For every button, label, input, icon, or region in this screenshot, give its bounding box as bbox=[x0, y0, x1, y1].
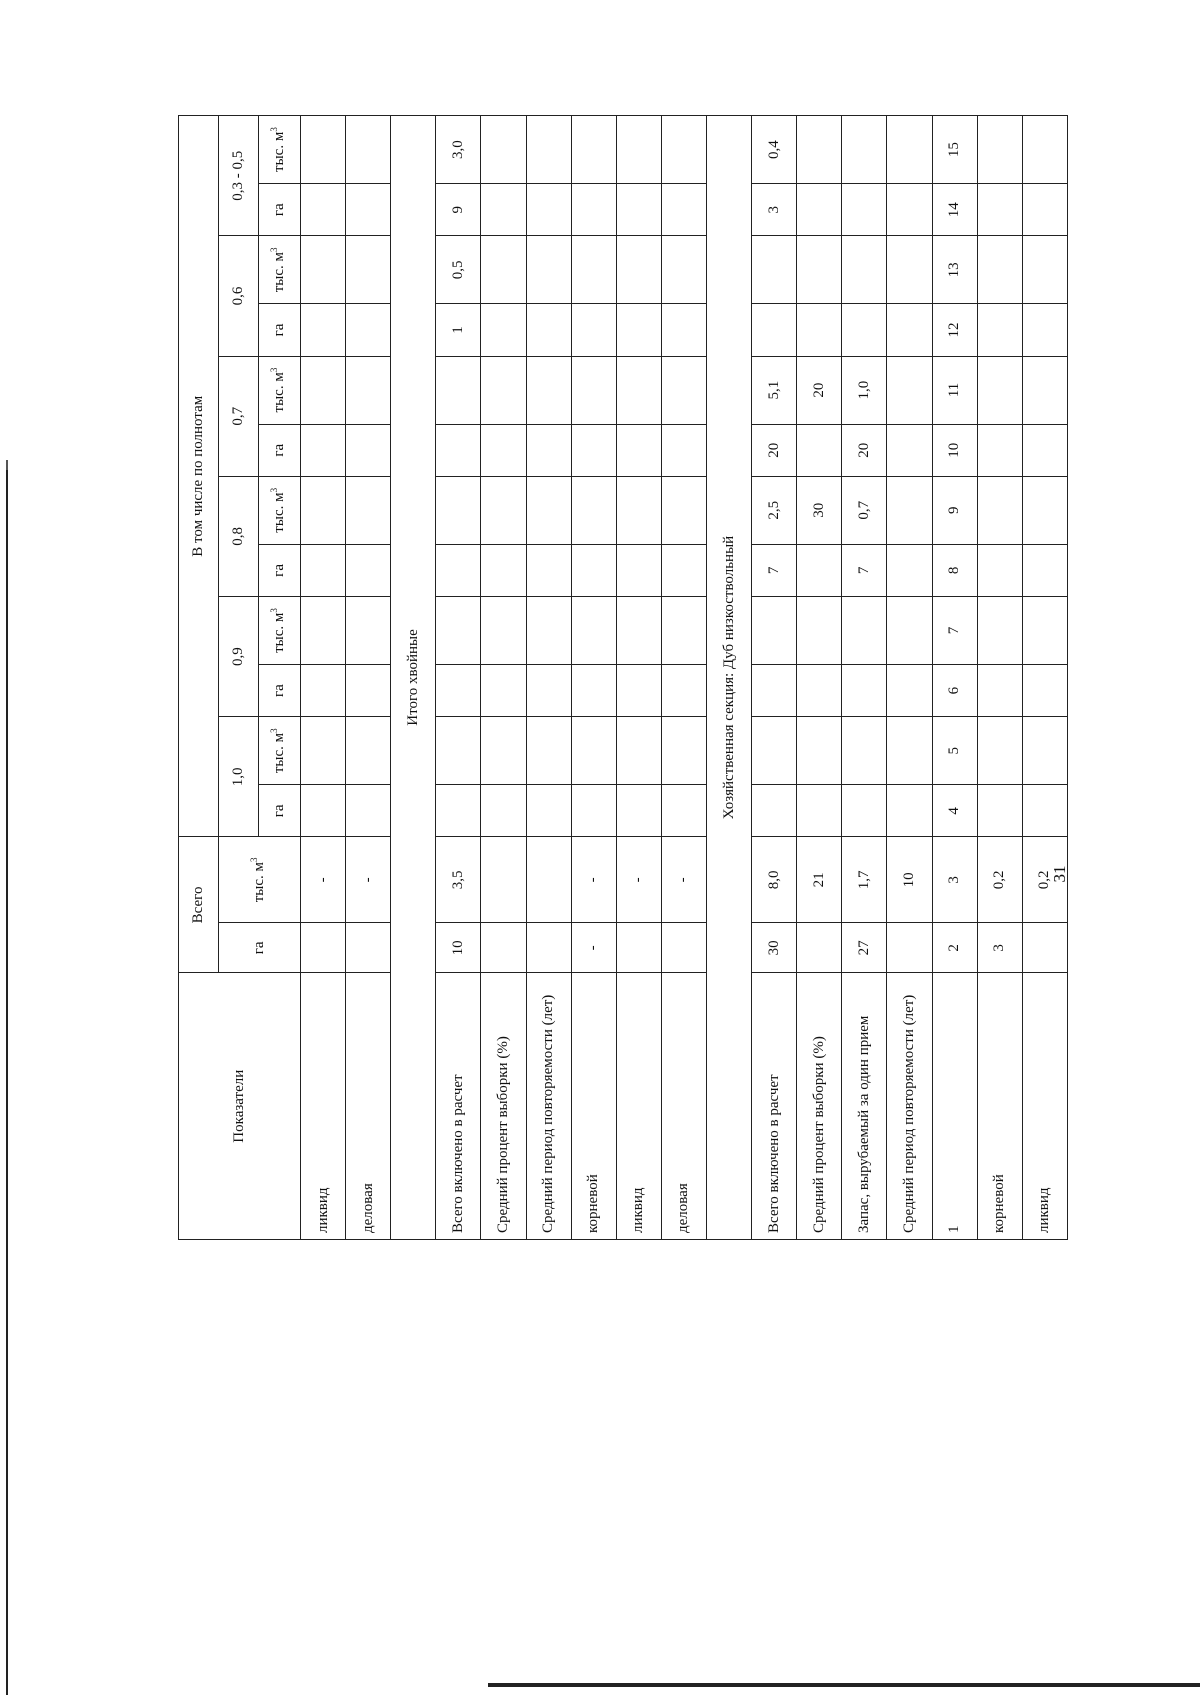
table-cell bbox=[571, 304, 616, 356]
table-cell: 30 bbox=[797, 476, 842, 544]
unit-ha: га bbox=[259, 424, 301, 476]
row-label: 1 bbox=[932, 973, 977, 1240]
row-label: Средний процент выборки (%) bbox=[797, 973, 842, 1240]
table-cell bbox=[436, 356, 481, 424]
unit-ha: га bbox=[259, 664, 301, 716]
table-cell bbox=[661, 785, 706, 837]
table-cell bbox=[842, 304, 887, 356]
table-cell bbox=[481, 304, 526, 356]
table-cell: 1 bbox=[436, 304, 481, 356]
table-row bbox=[842, 116, 887, 1240]
unit-ha: га bbox=[259, 544, 301, 596]
table-cell bbox=[526, 476, 571, 544]
table-cell bbox=[887, 476, 932, 544]
table-cell bbox=[346, 717, 391, 785]
header-indicators: Показатели bbox=[179, 973, 301, 1240]
table-cell: 3 bbox=[752, 184, 797, 236]
table-row bbox=[526, 116, 571, 1240]
table-cell bbox=[977, 476, 1022, 544]
table-row bbox=[346, 116, 391, 1240]
table-cell bbox=[616, 356, 661, 424]
table-cell: 0,5 bbox=[436, 236, 481, 304]
table-cell bbox=[661, 116, 706, 184]
table-cell bbox=[1022, 356, 1067, 424]
table-cell bbox=[346, 184, 391, 236]
table-cell bbox=[1022, 664, 1067, 716]
table-cell bbox=[346, 304, 391, 356]
table-cell bbox=[481, 116, 526, 184]
table-cell bbox=[346, 356, 391, 424]
table-cell bbox=[1022, 184, 1067, 236]
table-cell bbox=[481, 476, 526, 544]
row-label: Запас, вырубаемый за один прием bbox=[842, 973, 887, 1240]
table-cell bbox=[661, 476, 706, 544]
unit-ha: га bbox=[259, 304, 301, 356]
table-cell bbox=[481, 923, 526, 973]
table-cell bbox=[436, 717, 481, 785]
table-row bbox=[887, 116, 932, 1240]
table-cell bbox=[616, 184, 661, 236]
unit-ha: га bbox=[219, 923, 301, 973]
row-label: корневой bbox=[571, 973, 616, 1240]
table-cell bbox=[661, 717, 706, 785]
table-row bbox=[661, 116, 706, 1240]
table-cell: 0,7 bbox=[842, 476, 887, 544]
scan-edge-bottom bbox=[488, 1683, 1200, 1687]
unit-volume-text: тыс. м bbox=[271, 732, 287, 774]
table-cell: - bbox=[661, 837, 706, 923]
table-row bbox=[301, 116, 346, 1240]
table-cell bbox=[887, 717, 932, 785]
table-cell: 0,2 bbox=[977, 837, 1022, 923]
table-cell bbox=[526, 544, 571, 596]
table-cell: 21 bbox=[797, 837, 842, 923]
table-cell bbox=[526, 837, 571, 923]
section-row bbox=[706, 116, 751, 1240]
table-row bbox=[797, 116, 842, 1240]
table-cell: 4 bbox=[932, 785, 977, 837]
table-cell bbox=[616, 664, 661, 716]
table-cell bbox=[842, 236, 887, 304]
table-cell bbox=[481, 184, 526, 236]
table-cell bbox=[436, 785, 481, 837]
table-cell bbox=[436, 544, 481, 596]
table-cell bbox=[301, 785, 346, 837]
table-cell bbox=[301, 664, 346, 716]
table-cell bbox=[346, 236, 391, 304]
table-cell bbox=[661, 304, 706, 356]
table-cell bbox=[571, 116, 616, 184]
table-cell bbox=[661, 544, 706, 596]
table-cell: 11 bbox=[932, 356, 977, 424]
table-cell bbox=[481, 236, 526, 304]
table-cell bbox=[346, 664, 391, 716]
table-cell bbox=[661, 664, 706, 716]
table-cell: 9 bbox=[932, 476, 977, 544]
table-cell: 30 bbox=[752, 923, 797, 973]
density-header: 0,7 bbox=[219, 356, 259, 476]
table-cell bbox=[616, 923, 661, 973]
table-cell bbox=[797, 923, 842, 973]
table-cell bbox=[481, 424, 526, 476]
table-cell bbox=[887, 664, 932, 716]
table-cell bbox=[301, 597, 346, 665]
table-cell: 1,0 bbox=[842, 356, 887, 424]
row-label: деловая bbox=[346, 973, 391, 1240]
table-cell bbox=[977, 304, 1022, 356]
table-row bbox=[481, 116, 526, 1240]
table-cell bbox=[346, 597, 391, 665]
table-cell bbox=[616, 597, 661, 665]
density-header: 0,8 bbox=[219, 476, 259, 596]
density-header: 1,0 bbox=[219, 717, 259, 837]
table-cell bbox=[301, 476, 346, 544]
unit-volume-text: тыс. м bbox=[251, 861, 267, 903]
table-row bbox=[436, 116, 481, 1240]
table-cell bbox=[797, 304, 842, 356]
row-label: ликвид bbox=[1022, 973, 1067, 1240]
table-cell: 5 bbox=[932, 717, 977, 785]
unit-volume-sup: 3 bbox=[269, 728, 279, 733]
table-cell bbox=[797, 116, 842, 184]
table-row bbox=[977, 116, 1022, 1240]
table-cell bbox=[1022, 116, 1067, 184]
table-cell bbox=[977, 116, 1022, 184]
table-cell bbox=[346, 476, 391, 544]
unit-volume bbox=[219, 837, 301, 923]
table-cell bbox=[797, 184, 842, 236]
unit-volume-sup: 3 bbox=[269, 487, 279, 493]
table-cell bbox=[752, 236, 797, 304]
table-cell bbox=[752, 664, 797, 716]
table-cell bbox=[797, 717, 842, 785]
header-total: Всего bbox=[179, 837, 219, 973]
table-row bbox=[616, 116, 661, 1240]
density-header: 0,9 bbox=[219, 597, 259, 717]
unit-volume bbox=[259, 597, 301, 665]
table-cell bbox=[571, 184, 616, 236]
table-cell: 2 bbox=[932, 923, 977, 973]
table-cell bbox=[571, 597, 616, 665]
unit-volume-text: тыс. м bbox=[271, 492, 287, 533]
table-cell bbox=[977, 424, 1022, 476]
unit-volume bbox=[259, 236, 301, 304]
table-cell bbox=[977, 356, 1022, 424]
table-cell: 7 bbox=[842, 544, 887, 596]
table-cell bbox=[526, 356, 571, 424]
table-cell bbox=[571, 717, 616, 785]
unit-volume-text: тыс. м bbox=[271, 131, 287, 172]
table-cell bbox=[977, 717, 1022, 785]
row-label: ликвид bbox=[301, 973, 346, 1240]
table-cell bbox=[526, 116, 571, 184]
table-cell: 0,2 bbox=[1022, 837, 1067, 923]
forest-density-table bbox=[178, 115, 1068, 1240]
table-row bbox=[1022, 116, 1067, 1240]
table-cell bbox=[301, 717, 346, 785]
table-cell bbox=[436, 597, 481, 665]
table-cell bbox=[887, 785, 932, 837]
table-cell bbox=[842, 116, 887, 184]
table-cell bbox=[842, 717, 887, 785]
table-cell bbox=[752, 717, 797, 785]
table-cell bbox=[887, 544, 932, 596]
table-cell bbox=[436, 476, 481, 544]
table-cell: 9 bbox=[436, 184, 481, 236]
table-cell bbox=[661, 923, 706, 973]
table-cell bbox=[481, 837, 526, 923]
row-label: Всего включено в расчет bbox=[752, 973, 797, 1240]
table-cell bbox=[752, 304, 797, 356]
table-cell bbox=[1022, 597, 1067, 665]
section-row bbox=[391, 116, 436, 1240]
table-cell: 20 bbox=[752, 424, 797, 476]
row-label: Средний процент выборки (%) bbox=[481, 973, 526, 1240]
table-cell bbox=[797, 785, 842, 837]
table-cell bbox=[977, 544, 1022, 596]
table-cell bbox=[526, 923, 571, 973]
table-cell: 3 bbox=[977, 923, 1022, 973]
table-cell bbox=[481, 356, 526, 424]
table-cell bbox=[616, 116, 661, 184]
unit-volume-sup: 3 bbox=[269, 608, 279, 613]
table-cell bbox=[887, 184, 932, 236]
unit-volume-sup: 3 bbox=[269, 127, 279, 132]
table-cell bbox=[481, 664, 526, 716]
row-label: корневой bbox=[977, 973, 1022, 1240]
table-cell bbox=[571, 424, 616, 476]
table-cell bbox=[1022, 304, 1067, 356]
table-cell: 5,1 bbox=[752, 356, 797, 424]
table-cell bbox=[526, 664, 571, 716]
unit-volume bbox=[259, 116, 301, 184]
table-cell bbox=[842, 785, 887, 837]
table-cell bbox=[1022, 424, 1067, 476]
table-row bbox=[571, 116, 616, 1240]
unit-volume-text: тыс. м bbox=[271, 251, 287, 293]
table-cell bbox=[661, 236, 706, 304]
table-cell bbox=[616, 304, 661, 356]
table-cell bbox=[842, 597, 887, 665]
table-cell bbox=[1022, 476, 1067, 544]
table-cell bbox=[571, 356, 616, 424]
unit-ha: га bbox=[259, 184, 301, 236]
table-cell bbox=[887, 116, 932, 184]
row-label: Всего включено в расчет bbox=[436, 973, 481, 1240]
table-cell: 12 bbox=[932, 304, 977, 356]
table-cell bbox=[661, 184, 706, 236]
table-cell bbox=[661, 424, 706, 476]
table-cell: 15 bbox=[932, 116, 977, 184]
table-cell bbox=[571, 785, 616, 837]
table-cell bbox=[842, 184, 887, 236]
table-cell bbox=[616, 476, 661, 544]
table-cell bbox=[526, 304, 571, 356]
table-cell bbox=[1022, 717, 1067, 785]
table-cell: 13 bbox=[932, 236, 977, 304]
table-cell bbox=[526, 184, 571, 236]
density-header: 0,6 bbox=[219, 236, 259, 356]
table-cell: 7 bbox=[752, 544, 797, 596]
table-cell: 8 bbox=[932, 544, 977, 596]
table-cell bbox=[887, 304, 932, 356]
unit-ha: га bbox=[259, 785, 301, 837]
table-cell bbox=[526, 236, 571, 304]
table-cell: - bbox=[571, 837, 616, 923]
table-cell bbox=[977, 597, 1022, 665]
table-cell: - bbox=[616, 837, 661, 923]
table-cell bbox=[346, 116, 391, 184]
section-title: Итого хвойные bbox=[391, 116, 436, 1240]
row-label: ликвид bbox=[616, 973, 661, 1240]
unit-volume bbox=[259, 717, 301, 785]
table-cell bbox=[887, 597, 932, 665]
table-cell: 7 bbox=[932, 597, 977, 665]
table-cell bbox=[1022, 923, 1067, 973]
table-cell bbox=[752, 597, 797, 665]
table-cell: 10 bbox=[436, 923, 481, 973]
table-cell bbox=[571, 476, 616, 544]
table-cell bbox=[887, 236, 932, 304]
table-cell: 8,0 bbox=[752, 837, 797, 923]
table-cell bbox=[797, 597, 842, 665]
row-label: Средний период повторяемости (лет) bbox=[887, 973, 932, 1240]
unit-volume-text: тыс. м bbox=[271, 612, 287, 653]
table-cell bbox=[797, 664, 842, 716]
unit-volume-sup: 3 bbox=[249, 857, 259, 862]
unit-volume bbox=[259, 356, 301, 424]
table-cell bbox=[301, 356, 346, 424]
table-cell bbox=[616, 236, 661, 304]
table-cell: - bbox=[301, 837, 346, 923]
table-cell bbox=[887, 424, 932, 476]
table-cell: - bbox=[571, 923, 616, 973]
table-cell bbox=[301, 184, 346, 236]
table-cell bbox=[436, 424, 481, 476]
table-cell: 20 bbox=[842, 424, 887, 476]
table-cell bbox=[661, 597, 706, 665]
table-cell bbox=[481, 785, 526, 837]
table-cell: 3 bbox=[932, 837, 977, 923]
table-cell bbox=[526, 424, 571, 476]
table-cell: 6 bbox=[932, 664, 977, 716]
table-cell: 0,4 bbox=[752, 116, 797, 184]
table-cell bbox=[977, 236, 1022, 304]
page-number: 31 bbox=[1050, 865, 1069, 883]
table-cell: 10 bbox=[887, 837, 932, 923]
table-cell: 10 bbox=[932, 424, 977, 476]
table-cell bbox=[1022, 236, 1067, 304]
table-cell bbox=[752, 785, 797, 837]
table-cell bbox=[616, 717, 661, 785]
table-cell bbox=[481, 717, 526, 785]
table-cell bbox=[301, 544, 346, 596]
rotated-table-wrapper bbox=[178, 115, 1068, 1240]
table-cell bbox=[481, 544, 526, 596]
table-cell bbox=[887, 923, 932, 973]
table-cell bbox=[616, 544, 661, 596]
table-cell bbox=[481, 597, 526, 665]
table-cell bbox=[346, 923, 391, 973]
section-title: Хозяйственная секция: Дуб низкоствольный bbox=[706, 116, 751, 1240]
table-cell bbox=[436, 664, 481, 716]
table-cell bbox=[1022, 785, 1067, 837]
table-cell bbox=[301, 424, 346, 476]
table-cell bbox=[571, 664, 616, 716]
unit-volume-sup: 3 bbox=[269, 247, 279, 252]
density-header: 0,3 - 0,5 bbox=[219, 116, 259, 236]
table-cell bbox=[797, 236, 842, 304]
table-cell bbox=[301, 116, 346, 184]
row-label: деловая bbox=[661, 973, 706, 1240]
table-cell bbox=[301, 923, 346, 973]
table-cell: 14 bbox=[932, 184, 977, 236]
table-cell bbox=[616, 424, 661, 476]
table-cell bbox=[301, 304, 346, 356]
table-cell bbox=[526, 597, 571, 665]
table-cell: 3,0 bbox=[436, 116, 481, 184]
table-cell bbox=[346, 785, 391, 837]
table-cell: 2,5 bbox=[752, 476, 797, 544]
table-cell bbox=[1022, 544, 1067, 596]
table-cell bbox=[346, 544, 391, 596]
table-cell: 27 bbox=[842, 923, 887, 973]
unit-volume-text: тыс. м bbox=[271, 372, 287, 413]
unit-volume-sup: 3 bbox=[269, 367, 279, 373]
table-cell bbox=[797, 544, 842, 596]
table-cell bbox=[346, 424, 391, 476]
table-cell bbox=[526, 785, 571, 837]
table-cell: 1,7 bbox=[842, 837, 887, 923]
row-label: Средний период повторяемости (лет) bbox=[526, 973, 571, 1240]
table-cell: 3,5 bbox=[436, 837, 481, 923]
table-cell bbox=[977, 664, 1022, 716]
table-cell bbox=[571, 544, 616, 596]
scan-edge-left bbox=[6, 470, 8, 1695]
table-cell bbox=[977, 184, 1022, 236]
header-by-density: В том числе по полнотам bbox=[179, 116, 219, 837]
table-cell bbox=[526, 717, 571, 785]
table-cell bbox=[797, 424, 842, 476]
table-cell: - bbox=[346, 837, 391, 923]
table-cell bbox=[571, 236, 616, 304]
table-cell bbox=[301, 236, 346, 304]
table-row bbox=[932, 116, 977, 1240]
table-cell bbox=[887, 356, 932, 424]
table-cell bbox=[977, 785, 1022, 837]
table-row bbox=[752, 116, 797, 1240]
table-cell bbox=[842, 664, 887, 716]
table-cell bbox=[616, 785, 661, 837]
unit-volume bbox=[259, 476, 301, 544]
table-cell bbox=[661, 356, 706, 424]
table-cell: 20 bbox=[797, 356, 842, 424]
